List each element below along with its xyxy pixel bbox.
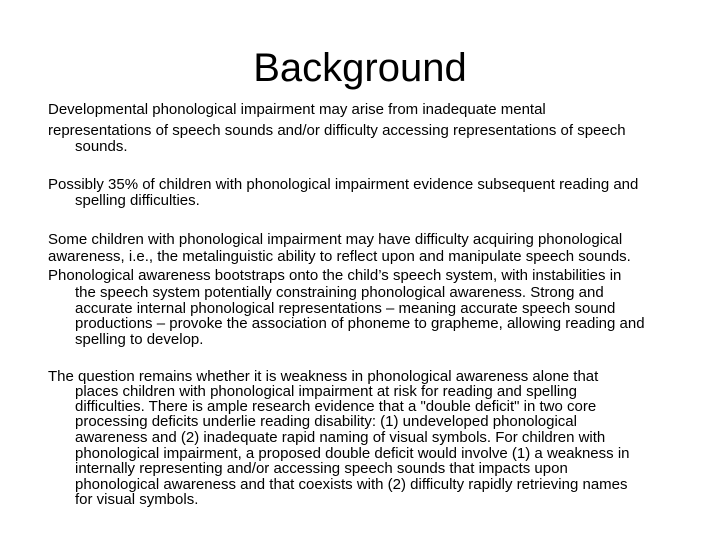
text-line: awareness and (2) inadequate rapid naming of visual symbols. For children with bbox=[75, 429, 606, 446]
text-line: spelling difficulties. bbox=[75, 192, 200, 209]
text-line: places children with phonological impairment at risk for reading and spelling bbox=[75, 383, 577, 400]
text-line: internally representing and/or accessing speech sounds that impacts upon bbox=[75, 460, 568, 477]
text-line: representations of speech sounds and/or difficulty accessing representations of speech bbox=[48, 122, 626, 139]
text-line: phonological impairment, a proposed double deficit would involve (1) a weakness in bbox=[75, 445, 630, 462]
text-line: awareness, i.e., the metalinguistic ability to reflect upon and manipulate speech sounds. bbox=[48, 248, 631, 265]
text-line: Developmental phonological impairment may arise from inadequate mental bbox=[48, 101, 546, 118]
text-line: for visual symbols. bbox=[75, 491, 199, 508]
slide-title: Background bbox=[253, 46, 467, 90]
text-line: Some children with phonological impairment may have difficulty acquiring phonological bbox=[48, 231, 623, 248]
text-line: Phonological awareness bootstraps onto the child’s speech system, with instabilities in bbox=[48, 267, 622, 284]
text-line: accurate internal phonological representations – meaning accurate speech sound bbox=[75, 300, 616, 317]
text-line: difficulties. There is ample research evidence that a "double deficit" in two core bbox=[75, 398, 597, 415]
text-line: The question remains whether it is weakness in phonological awareness alone that bbox=[48, 368, 599, 385]
text-line: spelling to develop. bbox=[75, 331, 204, 348]
text-line: the speech system potentially constraining phonological awareness. Strong and bbox=[75, 284, 604, 301]
text-line: processing deficits underlie reading disability: (1) undeveloped phonological bbox=[75, 413, 577, 430]
text-line: phonological awareness and that coexists with (2) difficulty rapidly retrieving names bbox=[75, 476, 628, 493]
text-line: sounds. bbox=[75, 138, 128, 155]
text-line: productions – provoke the association of phoneme to grapheme, allowing reading and bbox=[75, 315, 645, 332]
text-line: Possibly 35% of children with phonological impairment evidence subsequent reading and bbox=[48, 176, 639, 193]
